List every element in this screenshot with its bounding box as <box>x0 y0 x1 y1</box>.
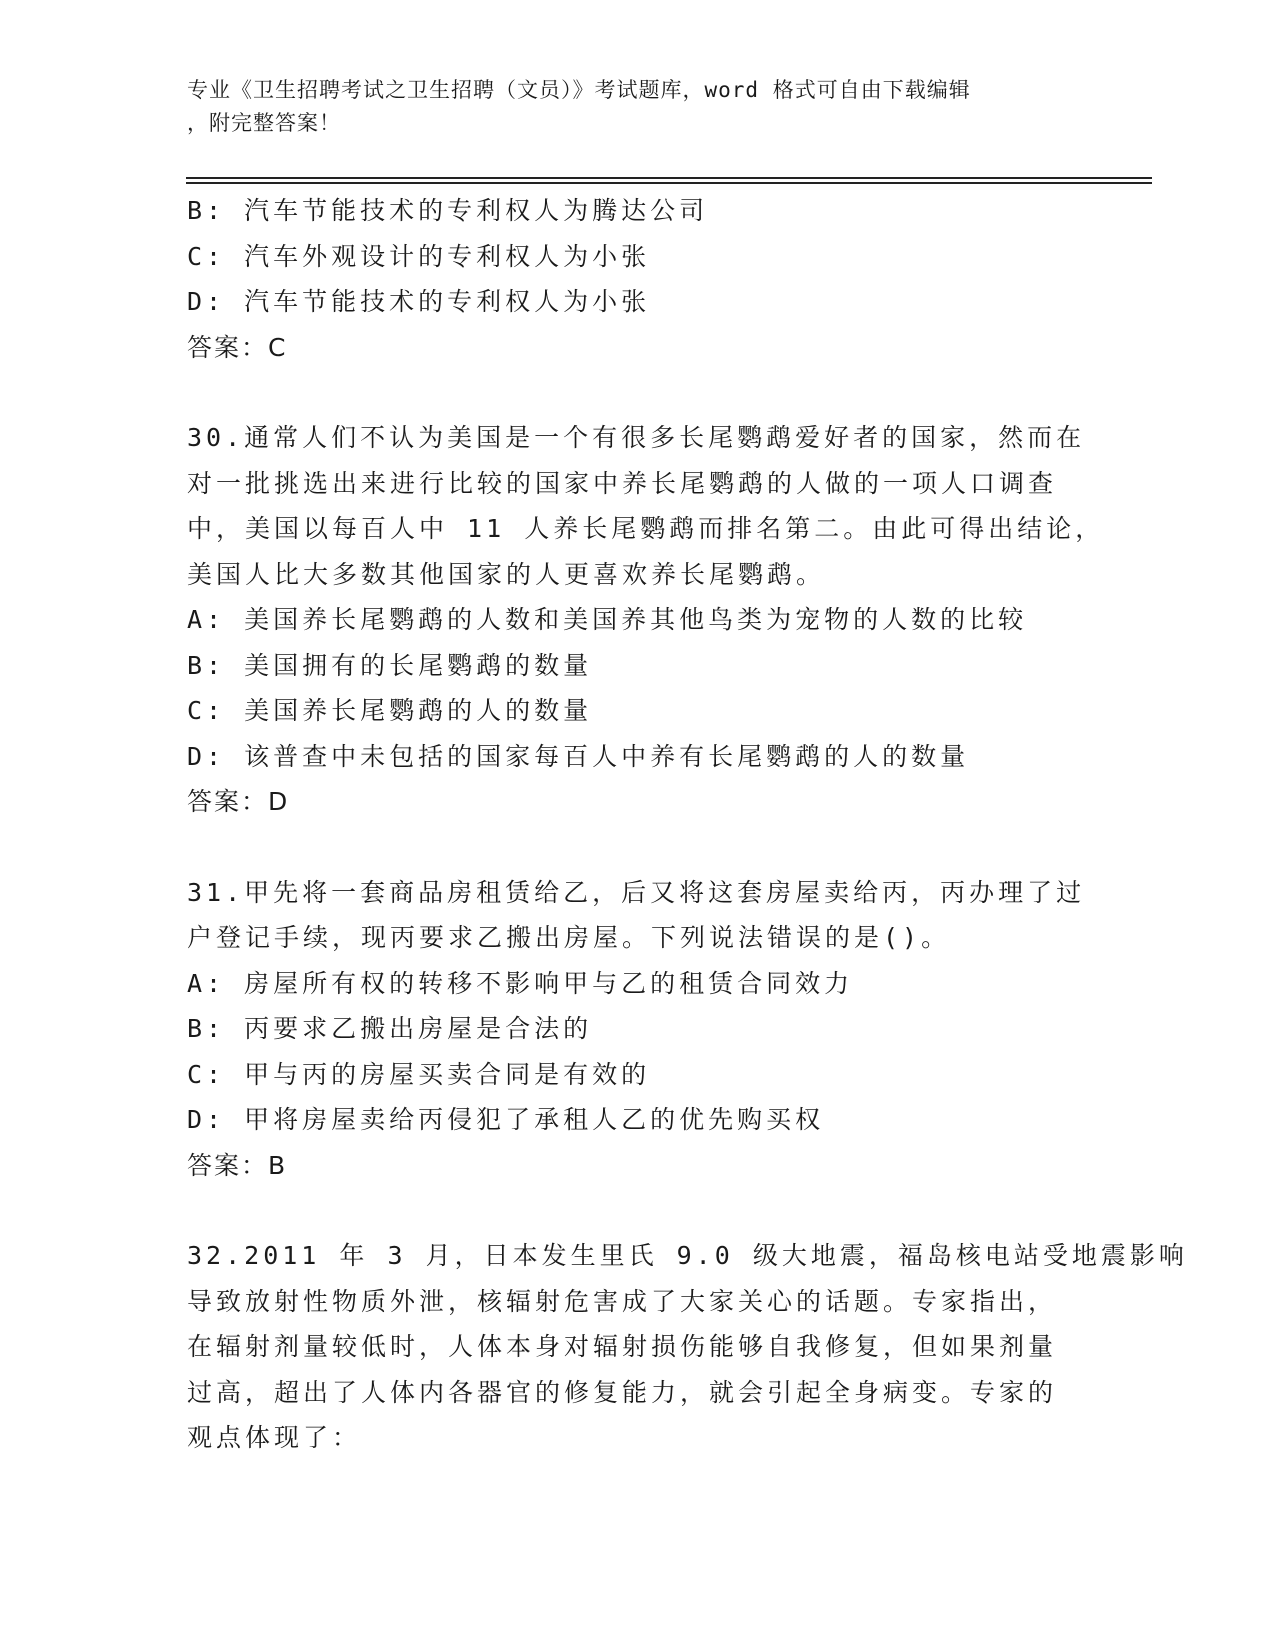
option-b: B: 汽车节能技术的专利权人为腾达公司 <box>187 196 709 225</box>
header-divider-top <box>186 177 1152 179</box>
question-32 <box>187 1233 1188 1461</box>
option-c: C: 甲与丙的房屋买卖合同是有效的 <box>187 1059 651 1089</box>
page-header <box>187 74 1067 140</box>
spacer <box>187 1188 1087 1233</box>
option-c: C: 美国养长尾鹦鹉的人的数量 <box>187 696 593 725</box>
question-text-line: 对一批挑选出来进行比较的国家中养长尾鹦鹉的人做的一项人口调查 <box>187 468 1058 498</box>
question-31 <box>187 870 1087 1189</box>
option-c: C: 汽车外观设计的专利权人为小张 <box>187 241 651 271</box>
question-29-tail <box>187 188 1087 370</box>
header-line-2: ，附完整答案！ <box>187 111 341 135</box>
header-line-1: 专业《卫生招聘考试之卫生招聘（文员）》考试题库，word 格式可自由下载编辑 <box>187 78 971 102</box>
question-text-line: 美国人比大多数其他国家的人更喜欢养长尾鹦鹉。 <box>187 559 826 589</box>
answer-line: 答案：D <box>187 787 290 816</box>
header-divider-bottom <box>186 182 1152 184</box>
answer-line: 答案：B <box>187 1150 288 1180</box>
question-text-line: 观点体现了： <box>187 1423 362 1452</box>
question-text-line: 过高，超出了人体内各器官的修复能力，就会引起全身病变。专家的 <box>187 1377 1058 1407</box>
answer-line: 答案：C <box>187 332 288 362</box>
spacer <box>187 825 1087 870</box>
option-d: D: 甲将房屋卖给丙侵犯了承租人乙的优先购买权 <box>187 1105 825 1134</box>
question-30 <box>187 415 1105 825</box>
question-text-line: 中，美国以每百人中 11 人养长尾鹦鹉而排名第二。由此可得出结论， <box>187 514 1105 543</box>
option-b: B: 丙要求乙搬出房屋是合法的 <box>187 1014 593 1043</box>
question-text-line: 在辐射剂量较低时，人体本身对辐射损伤能够自我修复，但如果剂量 <box>187 1332 1058 1361</box>
question-list <box>187 188 1188 1461</box>
question-text-line: 户登记手续，现丙要求乙搬出房屋。下列说法错误的是()。 <box>187 923 951 952</box>
spacer <box>187 370 1087 415</box>
option-a: A: 房屋所有权的转移不影响甲与乙的租赁合同效力 <box>187 968 854 998</box>
option-b: B: 美国拥有的长尾鹦鹉的数量 <box>187 650 593 680</box>
question-text-line: 31.甲先将一套商品房租赁给乙，后又将这套房屋卖给丙，丙办理了过 <box>187 877 1086 907</box>
option-a: A: 美国养长尾鹦鹉的人数和美国养其他鸟类为宠物的人数的比较 <box>187 605 1028 634</box>
question-text-line: 导致放射性物质外泄，核辐射危害成了大家关心的话题。专家指出， <box>187 1286 1058 1316</box>
option-d: D: 该普查中未包括的国家每百人中养有长尾鹦鹉的人的数量 <box>187 741 970 771</box>
question-text-line: 30.通常人们不认为美国是一个有很多长尾鹦鹉爱好者的国家，然而在 <box>187 423 1086 452</box>
option-d: D: 汽车节能技术的专利权人为小张 <box>187 287 651 316</box>
question-text-line: 32.2011 年 3 月，日本发生里氏 9.0 级大地震，福岛核电站受地震影响 <box>187 1241 1188 1270</box>
